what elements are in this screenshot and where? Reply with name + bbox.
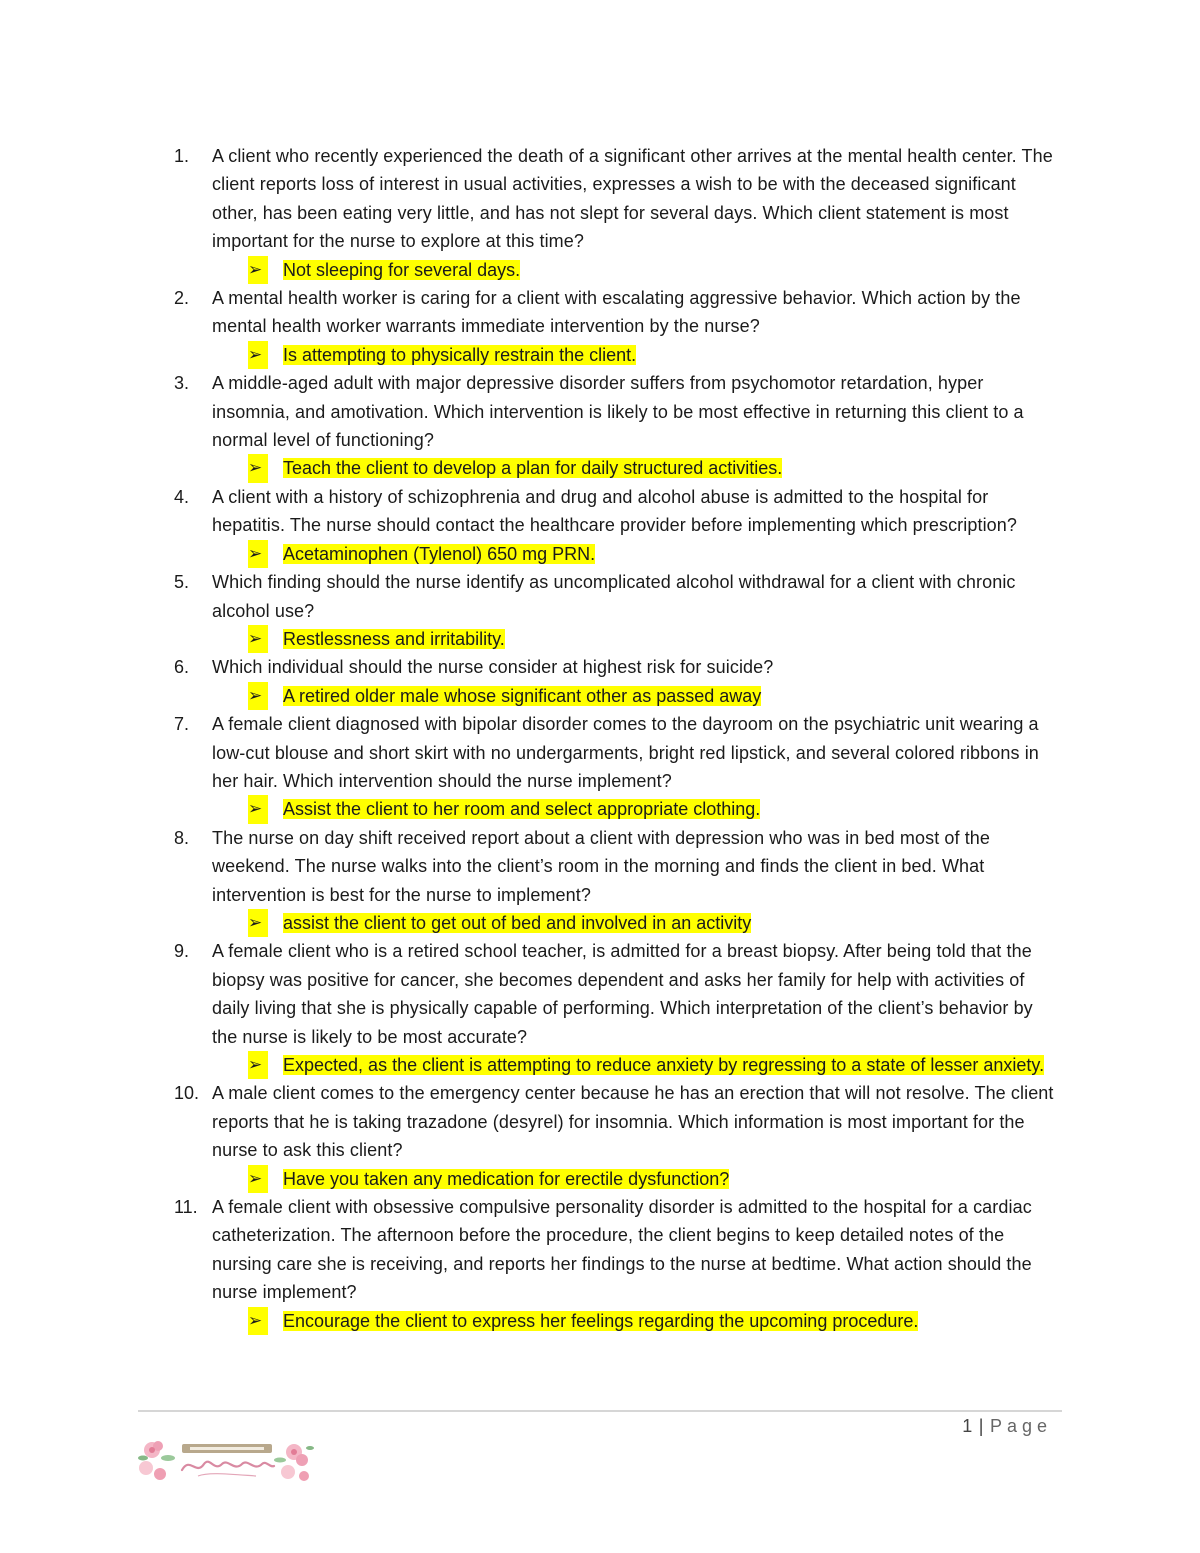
arrowhead-bullet-icon: ➢ xyxy=(248,795,268,823)
arrowhead-bullet-icon: ➢ xyxy=(248,1165,268,1193)
question-item xyxy=(140,1193,1060,1335)
arrowhead-bullet-icon: ➢ xyxy=(248,454,268,482)
answer xyxy=(248,1051,1060,1079)
question-number: 6. xyxy=(174,657,190,678)
question-item xyxy=(140,284,1060,369)
arrowhead-bullet-icon: ➢ xyxy=(248,909,268,937)
answer xyxy=(248,454,1060,482)
question-text: A female client diagnosed with bipolar disorder comes to the dayroom on the psychiatric unit wearing a low-cut blouse and short skirt with no undergarments, bright red lipstick, and several colored ribbons in her hair. Which intervention should the nurse implement? xyxy=(212,714,1039,791)
answer-text: A retired older male whose significant other as passed away xyxy=(283,685,762,706)
question-item xyxy=(140,653,1060,710)
floral-nursing-logo-icon xyxy=(138,1438,314,1484)
question-item xyxy=(140,369,1060,483)
arrowhead-bullet-icon: ➢ xyxy=(248,1307,268,1335)
answer-text: Acetaminophen (Tylenol) 650 mg PRN. xyxy=(283,543,596,564)
question-list xyxy=(140,142,1060,1335)
question-item xyxy=(140,483,1060,568)
question-number: 8. xyxy=(174,827,190,848)
answer xyxy=(248,682,1060,710)
arrowhead-bullet-icon: ➢ xyxy=(248,540,268,568)
question-text: Which finding should the nurse identify as uncomplicated alcohol withdrawal for a client with chronic alcohol use? xyxy=(212,572,1016,621)
page-number-footer xyxy=(962,1416,1052,1437)
answer-text: assist the client to get out of bed and involved in an activity xyxy=(283,912,752,933)
question-item xyxy=(140,710,1060,824)
arrowhead-bullet-icon: ➢ xyxy=(248,256,268,284)
page-label: Page xyxy=(989,1416,1052,1436)
question-text: A client who recently experienced the death of a significant other arrives at the mental health center. The client reports loss of interest in usual activities, expresses a wish to be with the deceased significant other, has been eating very little, and has not slept for several days. Which client statement is most important for the nurse to explore at this time? xyxy=(212,146,1053,252)
question-item xyxy=(140,937,1060,1079)
question-number: 4. xyxy=(174,486,190,507)
answer xyxy=(248,1307,1060,1335)
answer-text: Not sleeping for several days. xyxy=(283,259,521,280)
footer-divider xyxy=(138,1410,1062,1412)
question-number: 1. xyxy=(174,146,190,166)
answer-text: Expected, as the client is attempting to reduce anxiety by regressing to a state of lesser anxiety. xyxy=(283,1055,1045,1075)
answer xyxy=(248,540,1060,568)
question-number: 11. xyxy=(174,1197,198,1218)
question-number: 3. xyxy=(174,373,190,394)
question-number: 10. xyxy=(174,1083,200,1104)
question-number: 7. xyxy=(174,714,190,735)
question-text: A client with a history of schizophrenia and drug and alcohol abuse is admitted to the hospital for hepatitis. The nurse should contact the healthcare provider before implementing which prescription? xyxy=(212,486,1018,536)
question-number: 2. xyxy=(174,288,190,309)
answer-text: Have you taken any medication for erectile dysfunction? xyxy=(283,1168,730,1189)
question-item xyxy=(140,568,1060,653)
answer xyxy=(248,341,1060,369)
answer-text: Restlessness and irritability. xyxy=(283,628,505,649)
arrowhead-bullet-icon: ➢ xyxy=(248,1051,268,1079)
question-text: A mental health worker is caring for a client with escalating aggressive behavior. Which action by the mental health worker warrants immediate intervention by the nurse? xyxy=(212,288,1021,337)
question-item xyxy=(140,824,1060,938)
question-number: 5. xyxy=(174,572,190,593)
question-item xyxy=(140,142,1060,284)
page-number: 1 xyxy=(962,1416,973,1436)
question-number: 9. xyxy=(174,941,190,962)
question-item xyxy=(140,1079,1060,1193)
question-text: A female client with obsessive compulsive personality disorder is admitted to the hospital for a cardiac catheterization. The afternoon before the procedure, the client begins to keep detailed notes of the nursing care she is receiving, and reports her findings to the nurse at bedtime. What action should the nurse implement? xyxy=(212,1197,1032,1303)
question-text: The nurse on day shift received report about a client with depression who was in bed most of the weekend. The nurse walks into the client’s room in the morning and finds the client in bed. What intervention is best for the nurse to implement? xyxy=(212,827,991,905)
answer xyxy=(248,795,1060,823)
answer xyxy=(248,1165,1060,1193)
question-text: A female client who is a retired school teacher, is admitted for a breast biopsy. After being told that the biopsy was positive for cancer, she becomes dependent and asks her family for help with activities of daily living that she is physically capable of performing. Which interpretation of the client’s behavior by the nurse is likely to be most accurate? xyxy=(212,941,1033,1047)
answer xyxy=(248,625,1060,653)
answer-text: Teach the client to develop a plan for daily structured activities. xyxy=(283,458,783,479)
answer xyxy=(248,909,1060,937)
answer-text: Encourage the client to express her feelings regarding the upcoming procedure. xyxy=(283,1310,919,1331)
question-text: A middle-aged adult with major depressive disorder suffers from psychomotor retardation, hyper insomnia, and amotivation. Which intervention is likely to be most effective in returning this client to a normal level of functioning? xyxy=(212,373,1024,451)
answer xyxy=(248,256,1060,284)
arrowhead-bullet-icon: ➢ xyxy=(248,625,268,653)
answer-text: Assist the client to her room and select appropriate clothing. xyxy=(283,799,761,820)
answer-text: Is attempting to physically restrain the client. xyxy=(283,344,637,365)
arrowhead-bullet-icon: ➢ xyxy=(248,682,268,710)
question-text: Which individual should the nurse consider at highest risk for suicide? xyxy=(212,657,774,678)
arrowhead-bullet-icon: ➢ xyxy=(248,341,268,369)
question-text: A male client comes to the emergency center because he has an erection that will not resolve. The client reports that he is taking trazadone (desyrel) for insomnia. Which information is most important for the nurse to ask this client? xyxy=(212,1083,1054,1161)
page-separator: | xyxy=(978,1416,984,1436)
